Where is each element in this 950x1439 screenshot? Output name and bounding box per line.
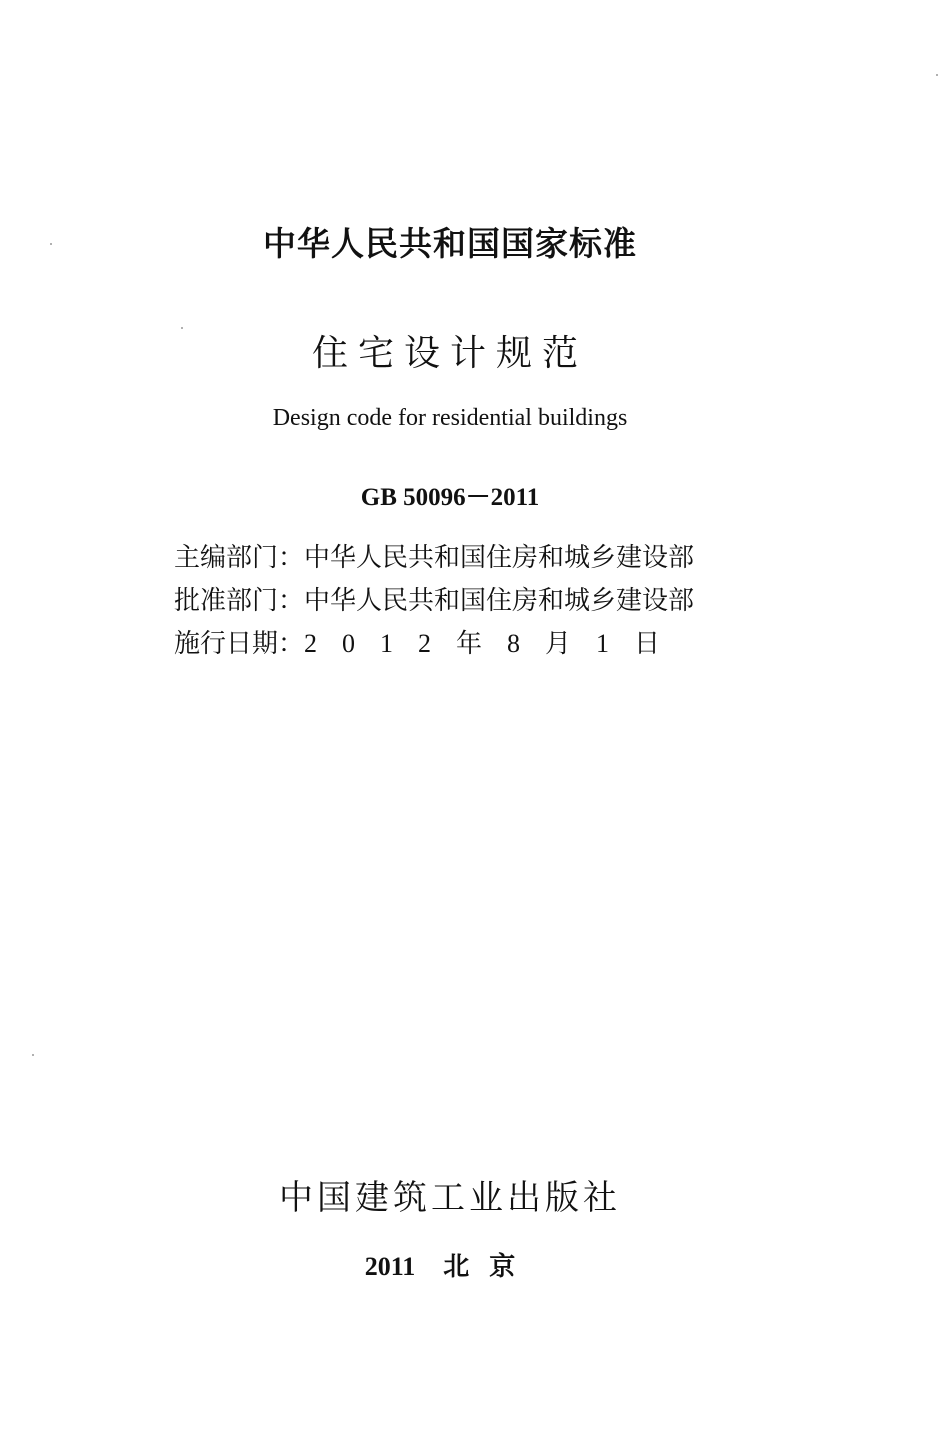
effective-date-row bbox=[174, 627, 685, 661]
publication-year-place bbox=[0, 1246, 900, 1283]
scan-speck bbox=[936, 74, 938, 76]
scan-speck bbox=[181, 327, 183, 329]
document-title-english: Design code for residential buildings bbox=[272, 405, 628, 431]
editor-value: 中华人民共和国住房和城乡建设部 bbox=[304, 543, 695, 573]
approver-value: 中华人民共和国住房和城乡建设部 bbox=[304, 586, 695, 616]
approver-department-row bbox=[174, 584, 694, 618]
editor-separator: ： bbox=[278, 543, 305, 573]
publisher-name: 中国建筑工业出版社 bbox=[279, 1178, 621, 1218]
publication-year: 2011 bbox=[364, 1252, 416, 1281]
editor-label: 主编部门 bbox=[174, 543, 279, 573]
approver-separator: ： bbox=[278, 586, 305, 616]
scan-speck bbox=[50, 243, 52, 245]
publication-city: 北京 bbox=[443, 1252, 536, 1281]
document-title: 住宅设计规范 bbox=[311, 333, 588, 374]
date-separator: ： bbox=[278, 629, 305, 659]
approver-label: 批准部门 bbox=[174, 586, 279, 616]
date-label: 施行日期 bbox=[174, 629, 279, 659]
standard-number: GB 50096－2011 bbox=[360, 484, 540, 511]
national-standard-heading: 中华人民共和国国家标准 bbox=[263, 224, 637, 263]
scan-speck bbox=[32, 1054, 34, 1056]
date-value: 2012年8月1日 bbox=[304, 629, 686, 658]
editor-department-row bbox=[174, 541, 694, 575]
